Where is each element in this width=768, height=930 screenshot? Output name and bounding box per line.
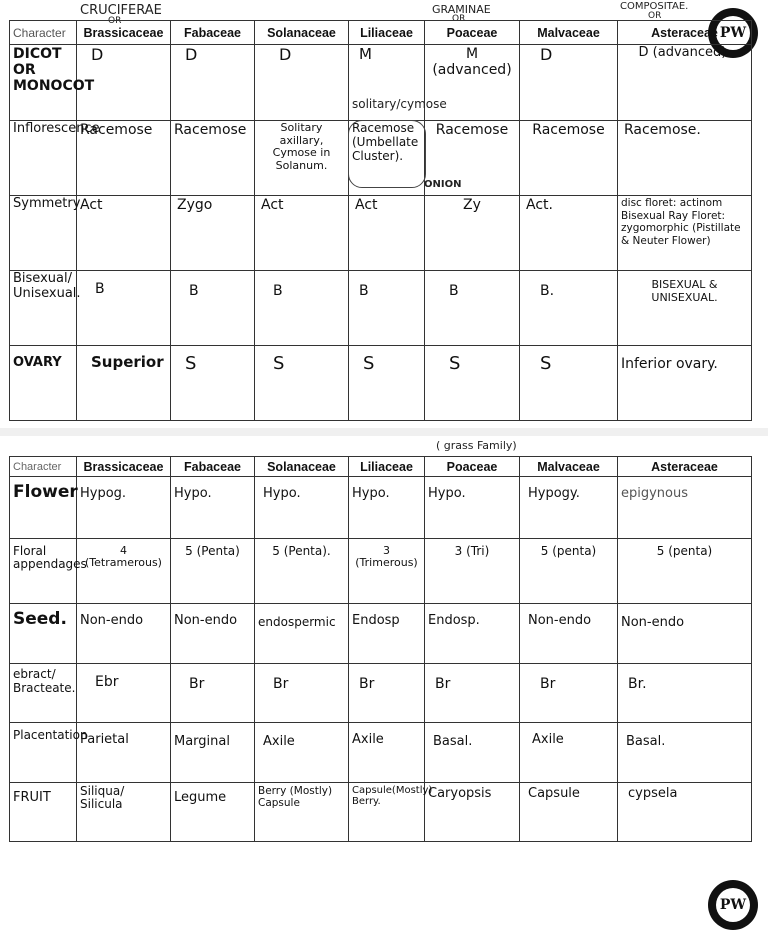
table-cell: Br. bbox=[618, 663, 752, 722]
table-cell: Basal. bbox=[618, 723, 752, 782]
row-label: DICOT OR MONOCOT bbox=[10, 45, 77, 121]
table-cell: Br bbox=[425, 663, 520, 722]
table-cell: Br bbox=[255, 663, 349, 722]
table-cell: Caryopsis bbox=[425, 782, 520, 841]
table-cell: 5 (Penta) bbox=[171, 538, 255, 604]
table-cell: 5 (penta) bbox=[520, 538, 618, 604]
row-label: ebract/ Bracteate. bbox=[10, 663, 77, 722]
table-cell: epigynous bbox=[618, 477, 752, 539]
table-cell: Basal. bbox=[425, 723, 520, 782]
table-cell: D bbox=[255, 45, 349, 121]
table-cell: Non-endo bbox=[520, 604, 618, 663]
table-cell: B. bbox=[520, 271, 618, 346]
table-row bbox=[10, 196, 752, 271]
table-cell: Non-endo bbox=[618, 604, 752, 663]
row-label: Flower bbox=[10, 477, 77, 539]
compositae-or-note: OR bbox=[648, 11, 662, 21]
table-cell: S bbox=[349, 346, 425, 421]
table-cell: M (advanced) bbox=[425, 45, 520, 121]
table-row bbox=[10, 346, 752, 421]
column-header: Poaceae bbox=[425, 457, 520, 477]
table-cell: Racemose (Umbellate Cluster). bbox=[349, 121, 425, 196]
row-label: Placentation bbox=[10, 723, 77, 782]
table-cell: Solitary axillary, Cymose in Solanum. bbox=[255, 121, 349, 196]
table-cell: Act bbox=[255, 196, 349, 271]
table-cell: B bbox=[171, 271, 255, 346]
table-cell: Capsule bbox=[520, 782, 618, 841]
table-row bbox=[10, 477, 752, 539]
table-cell: 5 (Penta). bbox=[255, 538, 349, 604]
column-header: Liliaceae bbox=[349, 457, 425, 477]
pw-logo-text: PW bbox=[716, 888, 750, 922]
liliaceae-annotation: solitary/cymose bbox=[352, 97, 447, 111]
table-cell: D bbox=[171, 45, 255, 121]
table-cell: B bbox=[349, 271, 425, 346]
table-row bbox=[10, 663, 752, 722]
column-header: Asteraceae bbox=[618, 21, 752, 45]
table-cell: B bbox=[425, 271, 520, 346]
column-header: Fabaceae bbox=[171, 457, 255, 477]
table-cell: Zy bbox=[425, 196, 520, 271]
table-row bbox=[10, 723, 752, 782]
row-label: OVARY bbox=[10, 346, 77, 421]
column-header: Character bbox=[10, 21, 77, 45]
table-cell: 3 (Trimerous) bbox=[349, 538, 425, 604]
table-cell: Act bbox=[349, 196, 425, 271]
table-cell: Axile bbox=[255, 723, 349, 782]
table-cell: Inferior ovary. bbox=[618, 346, 752, 421]
table-cell: Hypogy. bbox=[520, 477, 618, 539]
table-row bbox=[10, 604, 752, 663]
table-cell: Hypo. bbox=[349, 477, 425, 539]
table-cell: Siliqua/ Silicula bbox=[77, 782, 171, 841]
table-cell: Non-endo bbox=[77, 604, 171, 663]
column-header: Solanaceae bbox=[255, 21, 349, 45]
column-header: Liliaceae bbox=[349, 21, 425, 45]
header-row bbox=[10, 21, 752, 45]
row-label: Inflorescence bbox=[10, 121, 77, 196]
plant-family-table-top bbox=[9, 20, 752, 421]
table-cell: endospermic bbox=[255, 604, 349, 663]
plant-family-table-bottom bbox=[9, 456, 752, 842]
table-cell: Marginal bbox=[171, 723, 255, 782]
pw-logo bbox=[708, 880, 758, 930]
table-row bbox=[10, 538, 752, 604]
graminae-or-note: OR bbox=[452, 14, 466, 24]
table-row bbox=[10, 782, 752, 841]
table-cell: Br bbox=[171, 663, 255, 722]
table-cell: Parietal bbox=[77, 723, 171, 782]
column-header: Poaceae bbox=[425, 21, 520, 45]
cruciferae-or-note: OR bbox=[108, 16, 122, 26]
table-cell: D bbox=[520, 45, 618, 121]
table-cell: M bbox=[349, 45, 425, 121]
grass-family-note: ( grass Family) bbox=[436, 439, 517, 452]
top-panel bbox=[0, 0, 768, 428]
table-cell: Endosp bbox=[349, 604, 425, 663]
bottom-panel bbox=[0, 436, 768, 913]
column-header: Character bbox=[10, 457, 77, 477]
panel-divider bbox=[0, 428, 768, 436]
row-label: Bisexual/ Unisexual. bbox=[10, 271, 77, 346]
racemose-circle-mark bbox=[348, 120, 426, 188]
table-cell: BISEXUAL & UNISEXUAL. bbox=[618, 271, 752, 346]
column-header: Fabaceae bbox=[171, 21, 255, 45]
table-cell: S bbox=[171, 346, 255, 421]
table-cell: Br bbox=[349, 663, 425, 722]
table-cell: D bbox=[77, 45, 171, 121]
table-cell: Act. bbox=[520, 196, 618, 271]
table-cell: 4 (Tetramerous) bbox=[77, 538, 171, 604]
column-header: Asteraceae bbox=[618, 457, 752, 477]
onion-annotation: ONION bbox=[424, 179, 462, 190]
table-cell: Ebr bbox=[77, 663, 171, 722]
graminae-note: GRAMINAE bbox=[432, 3, 491, 16]
column-header: Brassicaceae bbox=[77, 457, 171, 477]
table-cell: Hypo. bbox=[255, 477, 349, 539]
column-header: Malvaceae bbox=[520, 21, 618, 45]
table-cell: disc floret: actinom Bisexual Ray Floret: zygomorphic (Pistillate & Neuter Flower) bbox=[618, 196, 752, 271]
table-cell: Hypo. bbox=[171, 477, 255, 539]
table-cell: S bbox=[425, 346, 520, 421]
table-cell: Endosp. bbox=[425, 604, 520, 663]
column-header: Malvaceae bbox=[520, 457, 618, 477]
table-cell: Racemose. bbox=[618, 121, 752, 196]
cruciferae-note: CRUCIFERAE bbox=[80, 3, 162, 18]
pw-logo-text: PW bbox=[716, 16, 750, 50]
compositae-note: COMPOSITAE. bbox=[620, 1, 689, 12]
table-cell: Racemose bbox=[77, 121, 171, 196]
table-cell: Zygo bbox=[171, 196, 255, 271]
table-cell: Non-endo bbox=[171, 604, 255, 663]
table-cell: Legume bbox=[171, 782, 255, 841]
table-cell: S bbox=[255, 346, 349, 421]
table-cell: Axile bbox=[520, 723, 618, 782]
table-cell: D (advanced). bbox=[618, 45, 752, 121]
table-cell: B bbox=[255, 271, 349, 346]
table-cell: 3 (Tri) bbox=[425, 538, 520, 604]
table-cell: Capsule(Mostly) Berry. bbox=[349, 782, 425, 841]
row-label: Symmetry bbox=[10, 196, 77, 271]
column-header: Solanaceae bbox=[255, 457, 349, 477]
row-label: Seed. bbox=[10, 604, 77, 663]
table-cell: S bbox=[520, 346, 618, 421]
table-cell: Axile bbox=[349, 723, 425, 782]
table-cell: B bbox=[77, 271, 171, 346]
table-cell: cypsela bbox=[618, 782, 752, 841]
table-row bbox=[10, 271, 752, 346]
header-row bbox=[10, 457, 752, 477]
table-cell: Racemose bbox=[425, 121, 520, 196]
row-label: FRUIT bbox=[10, 782, 77, 841]
row-label: Floral appendages bbox=[10, 538, 77, 604]
table-cell: Br bbox=[520, 663, 618, 722]
table-cell: 5 (penta) bbox=[618, 538, 752, 604]
table-cell: Act bbox=[77, 196, 171, 271]
table-cell: Racemose bbox=[520, 121, 618, 196]
table-cell: Hypog. bbox=[77, 477, 171, 539]
table-cell: Racemose bbox=[171, 121, 255, 196]
table-cell: Berry (Mostly) Capsule bbox=[255, 782, 349, 841]
column-header: Brassicaceae bbox=[77, 21, 171, 45]
table-cell: Superior bbox=[77, 346, 171, 421]
table-cell: Hypo. bbox=[425, 477, 520, 539]
